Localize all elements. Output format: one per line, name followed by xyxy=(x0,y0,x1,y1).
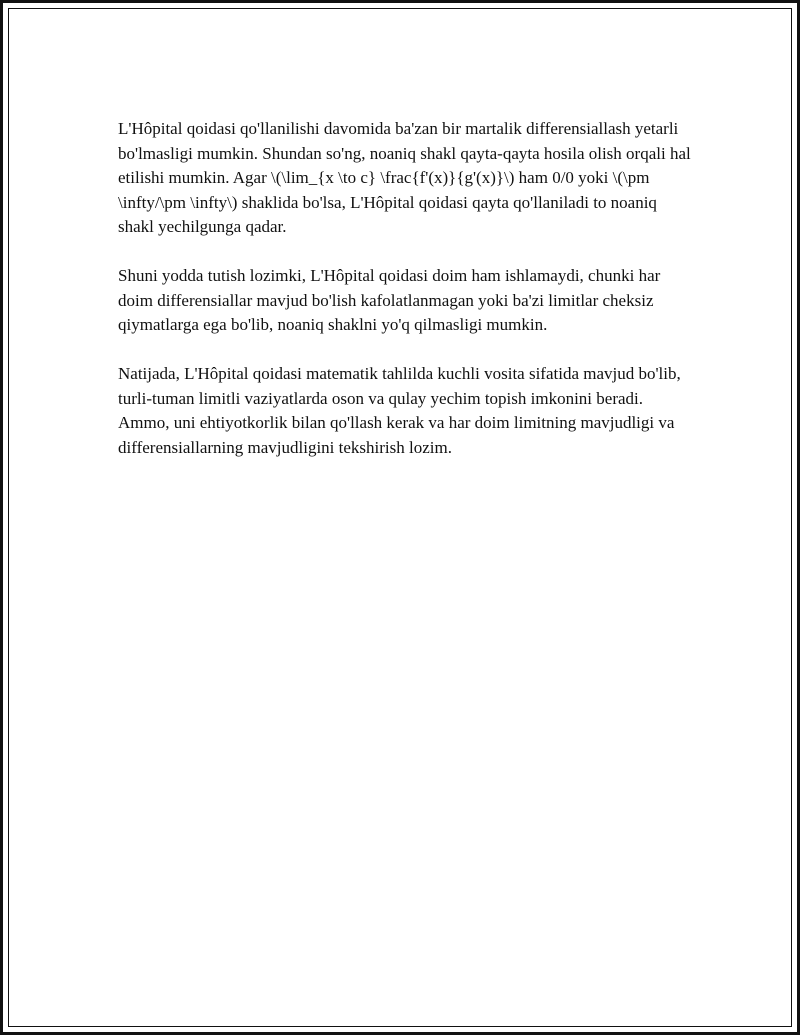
paragraph-limitations: Shuni yodda tutish lozimki, L'Hôpital qoidasi doim ham ishlamaydi, chunki har doim differensiallar mavjud bo'lish kafolatlanmagan yoki ba'zi limitlar cheksiz qiymatlarga ega bo'lib, noaniq shaklni yo'q qilmasligi mumkin. xyxy=(118,266,661,334)
paragraph-repeated-differentiation: L'Hôpital qoidasi qo'llanilishi davomida ba'zan bir martalik differensiallash yetarli bo'lmasligi mumkin. Shundan so'ng, noaniq shakl qayta-qayta hosila olish orqali hal etilishi mumkin. Agar \(\lim_{x \to c} \frac{f'(x)}{g'(x)}\) ham 0/0 yoki \(\pm \infty/\pm \infty\) shaklida bo'lsa, L'Hôpital qoidasi qayta qo'llaniladi to noaniq shakl yechilgunga qadar. xyxy=(118,119,691,236)
document-body xyxy=(118,117,693,485)
paragraph-conclusion: Natijada, L'Hôpital qoidasi matematik tahlilda kuchli vosita sifatida mavjud bo'lib, turli-tuman limitli vaziyatlarda oson va qulay yechim topish imkonini beradi. Ammo, uni ehtiyotkorlik bilan qo'llash kerak va har doim limitning mavjudligi va differensiallarning mavjudligini tekshirish lozim. xyxy=(118,364,681,457)
